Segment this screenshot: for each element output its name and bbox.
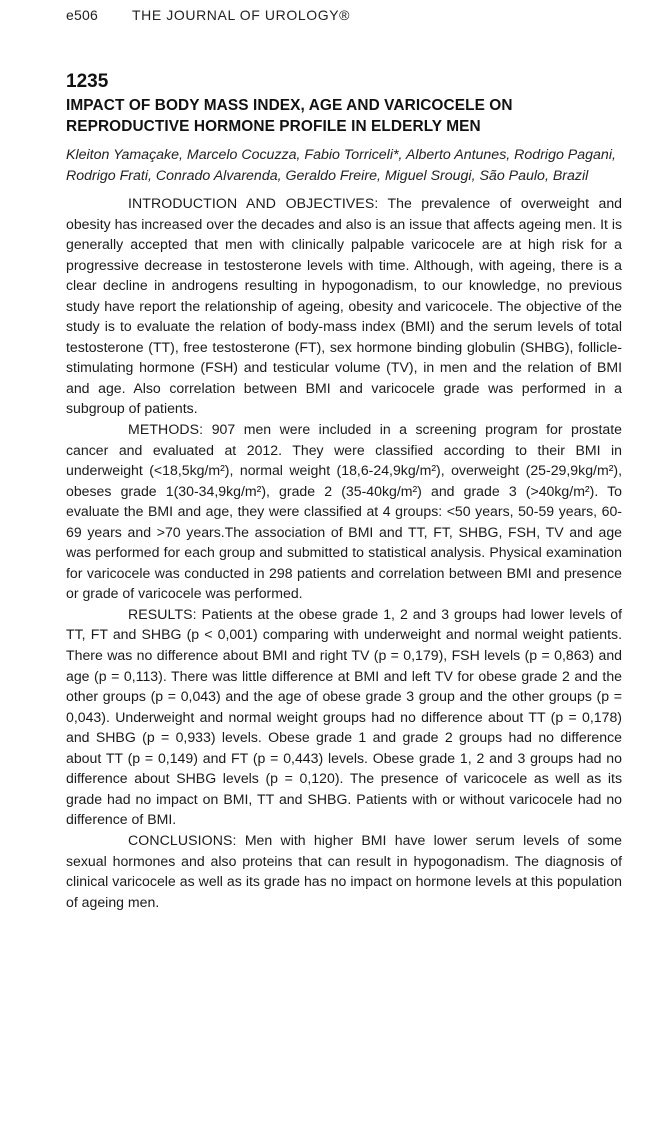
introduction-heading: INTRODUCTION AND OBJECTIVES:	[128, 195, 379, 211]
conclusions-paragraph	[66, 830, 622, 912]
conclusions-heading: CONCLUSIONS:	[128, 831, 237, 848]
running-head	[66, 7, 350, 23]
introduction-text: The prevalence of overweight and obesity has increased over the decades and also is an issue that affects ageing men. It is generally accepted that men with clinically palpable varicocele are at high risk for a progressive decrease in testosterone levels with time. Although, with ageing, there is a clear decline in androgens resulting in hypogonadism, to our knowledge, no previous study have report the relationship of ageing, obesity and varicocele. The objective of the study is to evaluate the relation of body-mass index (BMI) and the serum levels of total testosterone (TT), free testosterone (FT), sex hormone binding globulin (SHBG), follicle-stimulating hormone (FSH) and testicular volume (TV), in men and the relation of BMI and age. Also correlation between BMI and varicocele grade was performed in a subgroup of patients.	[66, 195, 622, 417]
introduction-paragraph	[66, 193, 622, 419]
results-heading: RESULTS:	[128, 605, 197, 622]
abstract-body	[66, 193, 622, 912]
results-text: Patients at the obese grade 1, 2 and 3 groups had lower levels of TT, FT and SHBG (p < 0,001) comparing with underweight and normal weight patients. There was no difference about BMI and right TV (p = 0,179), FSH levels (p = 0,863) and age (p = 0,113). There was little difference at BMI and left TV for obese grade 2 and the other groups (p = 0,043) and the age of obese grade 3 group and the other groups (p = 0,043). Underweight and normal weight groups had no difference about TT (p = 0,178) and SHBG (p = 0,933) levels. Obese grade 1 and grade 2 groups had no difference about TT (p = 0,149) and FT (p = 0,443) levels. Obese grade 1, 2 and 3 groups had no difference about SHBG levels (p = 0,120). The presence of varicocele as well as its grade had no impact on BMI, TT and SHBG. Patients with or without varicocele had no difference of BMI.	[66, 605, 622, 828]
journal-name: THE JOURNAL OF UROLOGY®	[132, 7, 351, 23]
author-list: Kleiton Yamaçake, Marcelo Cocuzza, Fabio Torriceli*, Alberto Antunes, Rodrigo Pagani, Rodrigo Frati, Conrado Alvarenda, Geraldo Freire, Miguel Srougi, São Paulo, Brazil	[66, 147, 616, 184]
abstract	[66, 70, 622, 912]
methods-heading: METHODS:	[128, 421, 204, 438]
methods-text: 907 men were included in a screening program for prostate cancer and evaluated at 2012. They were classified according to their BMI in underweight (<18,5kg/m²), normal weight (18,6-24,9kg/m²), overweight (25-29,9kg/m²), obeses grade 1(30-34,9kg/m²), grade 2 (35-40kg/m²) and grade 3 (>40kg/m²). To evaluate the BMI and age, they were classified at 4 groups: <50 years, 50-59 years, 60-69 years and >70 years.The association of BMI and TT, FT, SHBG, FSH, TV and age was performed for each group and submitted to statistical analysis. Physical examination for varicocele was conducted in 298 patients and correlation between BMI and presence or grade of varicocele was performed.	[66, 421, 622, 602]
page-number: e506	[66, 7, 98, 23]
conclusions-text: Men with higher BMI have lower serum levels of some sexual hormones and also proteins that can result in hypogonadism. The diagnosis of clinical varicocele as well as its grade has no impact on hormone levels at this population of ageing men.	[66, 831, 622, 910]
abstract-title: IMPACT OF BODY MASS INDEX, AGE AND VARICOCELE ON REPRODUCTIVE HORMONE PROFILE IN ELDERLY MEN	[66, 97, 513, 135]
abstract-number: 1235	[66, 71, 109, 92]
results-paragraph	[66, 604, 622, 830]
methods-paragraph	[66, 419, 622, 604]
